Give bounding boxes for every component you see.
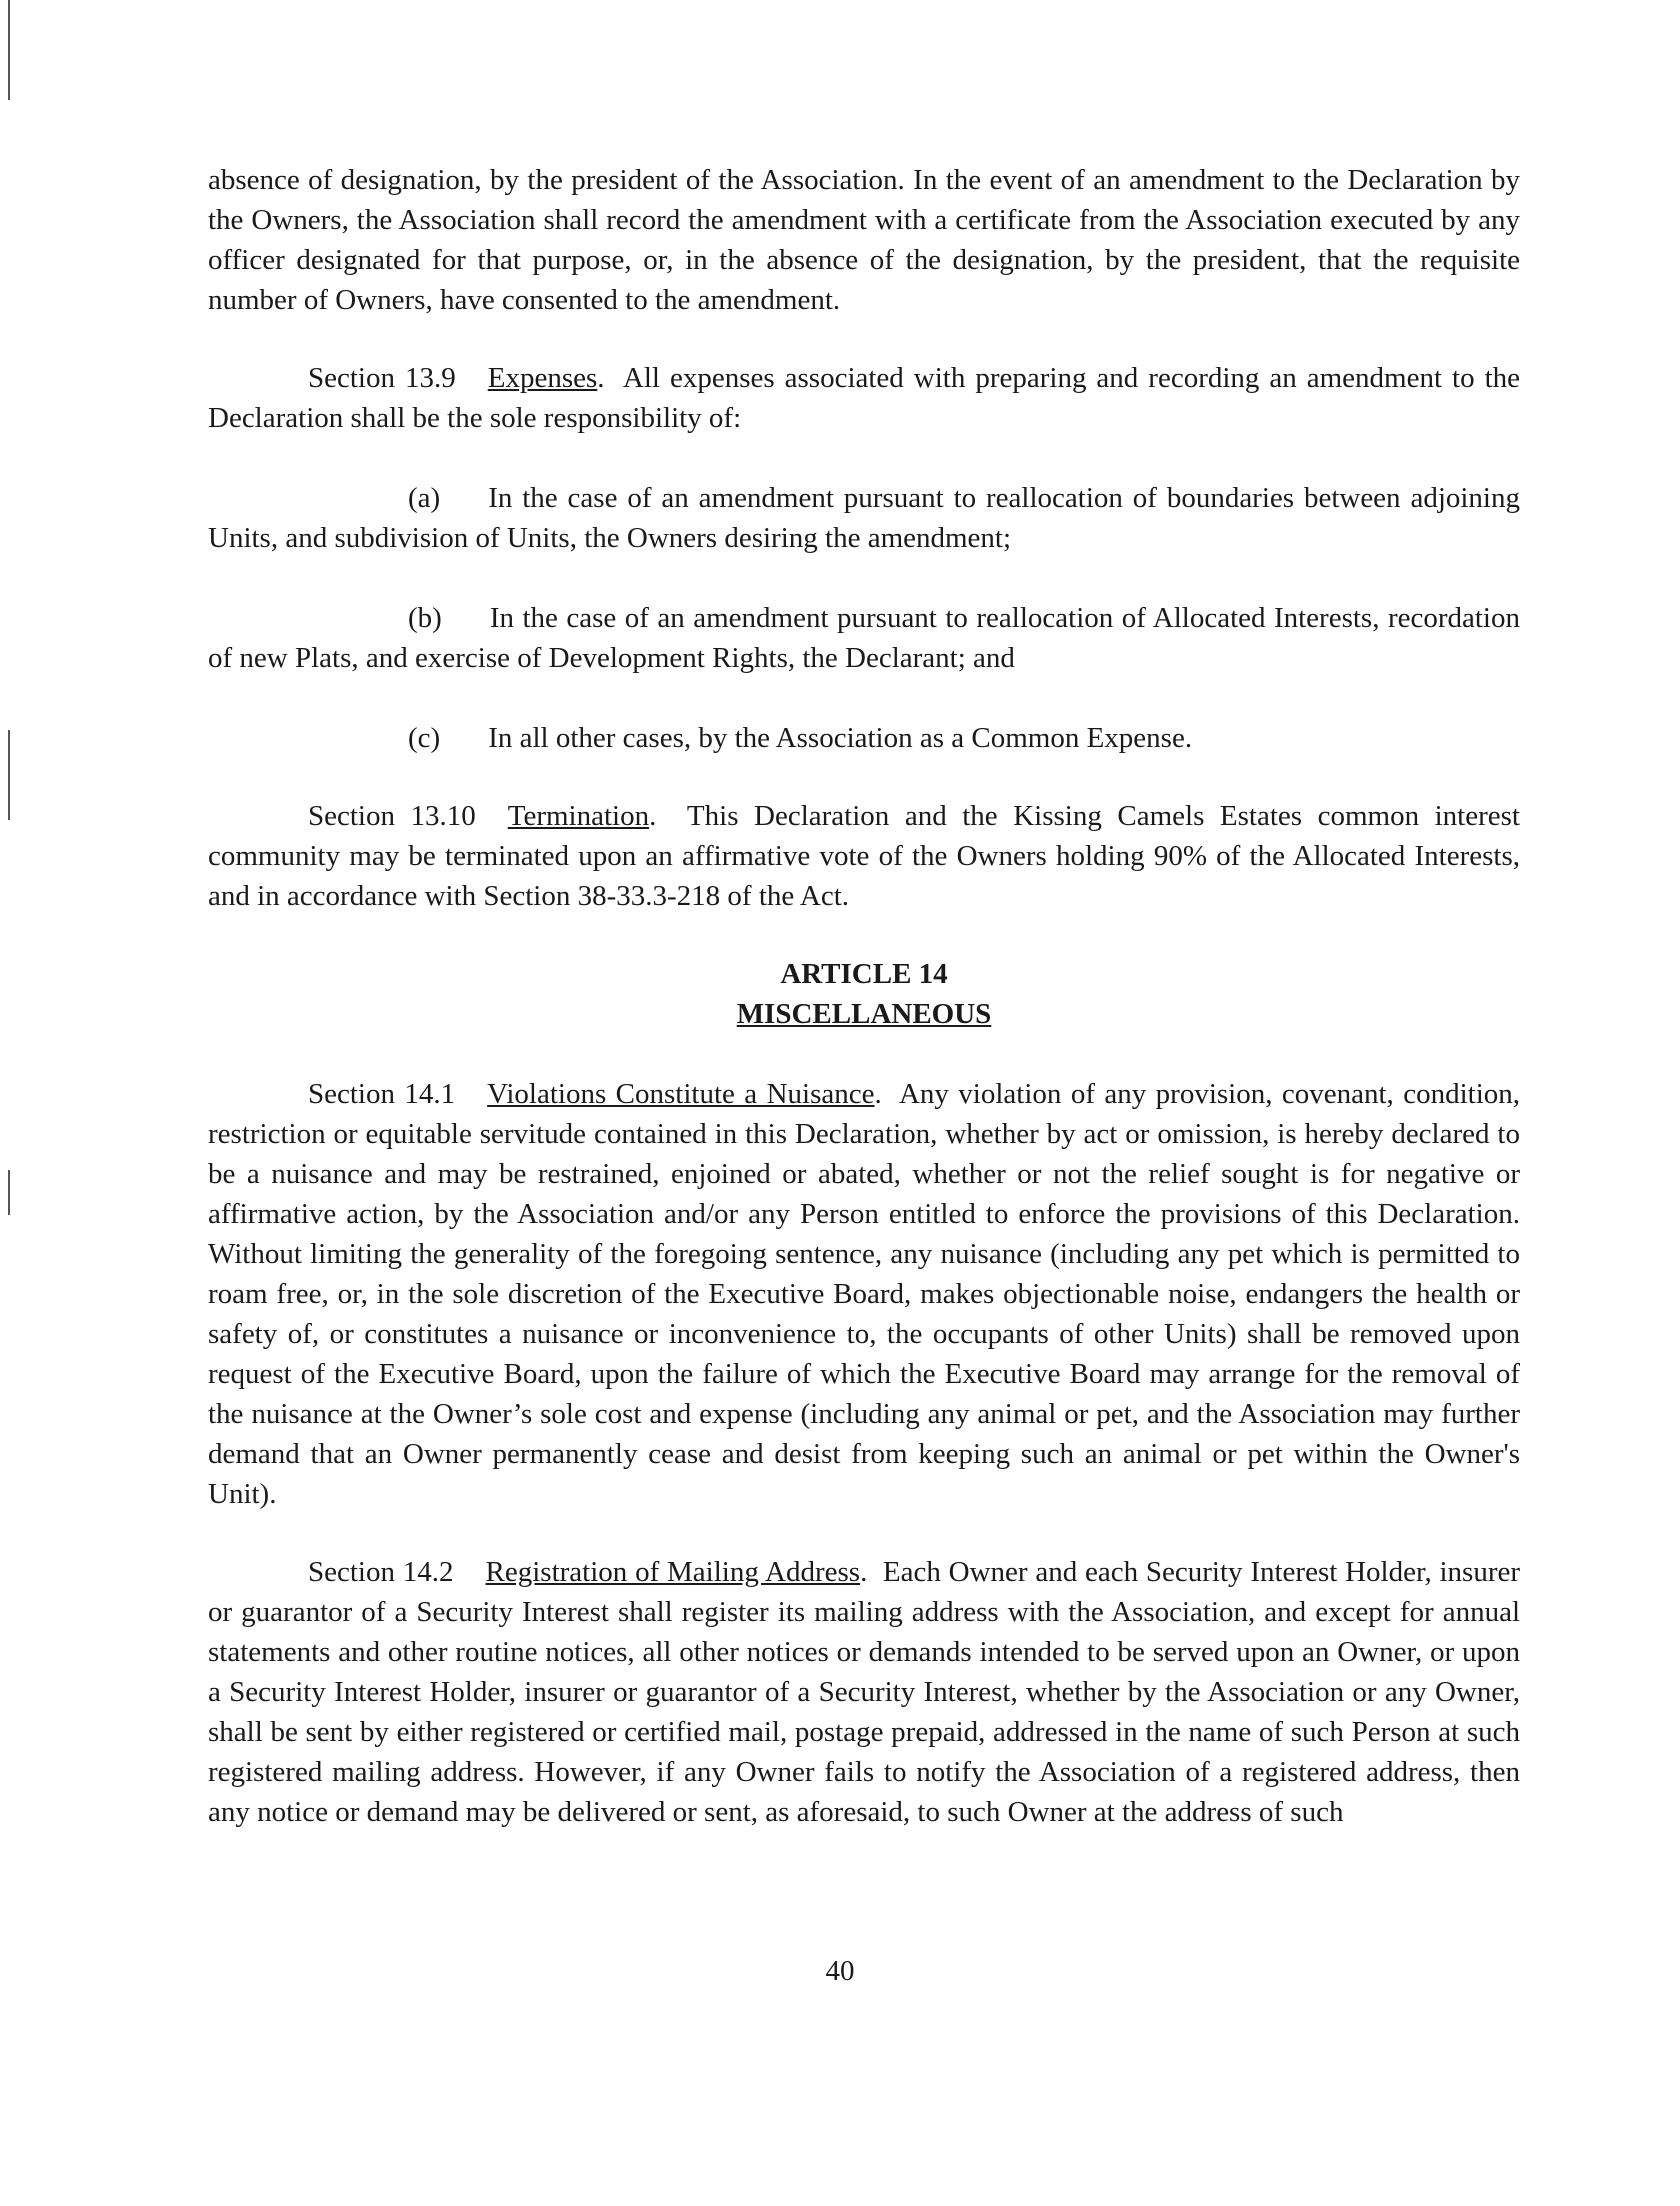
list-item-text: In the case of an amendment pursuant to reallocation of boundaries between adjoining Units, and subdivision of Units, the Owners desiring the amendment;: [208, 482, 1520, 554]
section-number: Section 13.9: [308, 362, 456, 394]
section-title: Registration of Mailing Address: [485, 1556, 861, 1588]
list-item-text: In the case of an amendment pursuant to reallocation of Allocated Interests, recordation of new Plats, and exercise of Development Rights, the Declarant; and: [208, 602, 1520, 674]
section-14-1: Section 14.1 Violations Constitute a Nuisance. Any violation of any provision, covenant, condition, restriction or equitable servitude contained in this Declaration, whether by act or omission, is hereby declared to be a nuisance and may be restrained, enjoined or abated, whether or not the relief sought is for negative or affirmative action, by the Association and/or any Person entitled to enforce the provisions of this Declaration. Without limiting the generality of the foregoing sentence, any nuisance (including any pet which is permitted to roam free, or, in the sole discretion of the Executive Board, makes objectionable noise, endangers the health or safety of, or constitutes a nuisance or inconvenience to, the occupants of other Units) shall be removed upon request of the Executive Board, upon the failure of which the Executive Board may arrange for the removal of the nuisance at the Owner’s sole cost and expense (including any animal or pet, and the Association may further demand that an Owner permanently cease and desist from keeping such an animal or pet within the Owner's Unit).: [208, 1078, 1521, 1510]
section-text: Each Owner and each Security Interest Holder, insurer or guarantor of a Security Interest shall register its mailing address with the Association, and except for annual statements and other routine notices, all other notices or demands intended to be served upon an Owner, or upon a Security Interest Holder, insurer or guarantor of a Security Interest, whether by the Association or any Owner, shall be sent by either registered or certified mail, postage prepaid, addressed in the name of such Person at such registered mailing address. However, if any Owner fails to notify the Association of a registered address, then any notice or demand may be delivered or sent, as aforesaid, to such Owner at the address of such: [208, 1556, 1521, 1828]
section-text: All expenses associated with preparing and recording an amendment to the Declaration shall be the sole responsibility of:: [208, 362, 1521, 434]
list-item-label: (c): [408, 722, 441, 754]
page-number: 40: [825, 1955, 855, 1987]
article-title: MISCELLANEOUS: [736, 998, 992, 1030]
article-number: ARTICLE 14: [780, 958, 948, 990]
section-number: Section 14.1: [308, 1078, 456, 1110]
scan-artifact: [8, 730, 10, 820]
section-13-9: Section 13.9 Expenses. All expenses associated with preparing and recording an amendment to the Declaration shall be the sole responsibility of:: [208, 362, 1521, 434]
section-13-10: Section 13.10 Termination. This Declaration and the Kissing Camels Estates common interest community may be terminated upon an affirmative vote of the Owners holding 90% of the Allocated Interests, and in accordance with Section 38-33.3-218 of the Act.: [208, 800, 1520, 912]
list-item-label: (a): [408, 482, 441, 514]
list-item-text: In all other cases, by the Association as a Common Expense.: [488, 722, 1193, 754]
list-item-b: [208, 598, 1520, 678]
list-item-c: [208, 718, 1520, 758]
section-title: Expenses: [487, 362, 598, 394]
section-text: This Declaration and the Kissing Camels Estates common interest community may be terminated upon an affirmative vote of the Owners holding 90% of the Allocated Interests, and in accordance with Section 38-33.3-218 of the Act.: [208, 800, 1520, 912]
scan-artifact: [8, 0, 10, 100]
list-item-label: (b): [408, 602, 442, 634]
scan-artifact: [8, 1170, 10, 1215]
section-title: Termination: [507, 800, 650, 832]
document-page: [208, 160, 1520, 1832]
list-item-a: [208, 478, 1520, 558]
section-text: Any violation of any provision, covenant, condition, restriction or equitable servitude contained in this Declaration, whether by act or omission, is hereby declared to be a nuisance and may be restrained, enjoined or abated, whether or not the relief sought is for negative or affirmative action, by the Association and/or any Person entitled to enforce the provisions of this Declaration. Without limiting the generality of the foregoing sentence, any nuisance (including any pet which is permitted to roam free, or, in the sole discretion of the Executive Board, makes objectionable noise, endangers the health or safety of, or constitutes a nuisance or inconvenience to, the occupants of other Units) shall be removed upon request of the Executive Board, upon the failure of which the Executive Board may arrange for the removal of the nuisance at the Owner’s sole cost and expense (including any animal or pet, and the Association may further demand that an Owner permanently cease and desist from keeping such an animal or pet within the Owner's Unit).: [208, 1078, 1521, 1510]
article-heading: [208, 954, 1520, 1034]
paragraph-continuation: absence of designation, by the president of the Association. In the event of an amendment to the Declaration by the Owners, the Association shall record the amendment with a certificate from the Association executed by any officer designated for that purpose, or, in the absence of the designation, by the president, that the requisite number of Owners, have consented to the amendment.: [208, 164, 1520, 316]
section-title: Violations Constitute a Nuisance: [487, 1078, 875, 1110]
section-number: Section 13.10: [308, 800, 476, 832]
section-number: Section 14.2: [308, 1556, 454, 1588]
section-14-2: Section 14.2 Registration of Mailing Address. Each Owner and each Security Interest Holder, insurer or guarantor of a Security Interest shall register its mailing address with the Association, and except for annual statements and other routine notices, all other notices or demands intended to be served upon an Owner, or upon a Security Interest Holder, insurer or guarantor of a Security Interest, whether by the Association or any Owner, shall be sent by either registered or certified mail, postage prepaid, addressed in the name of such Person at such registered mailing address. However, if any Owner fails to notify the Association of a registered address, then any notice or demand may be delivered or sent, as aforesaid, to such Owner at the address of such: [208, 1556, 1521, 1828]
